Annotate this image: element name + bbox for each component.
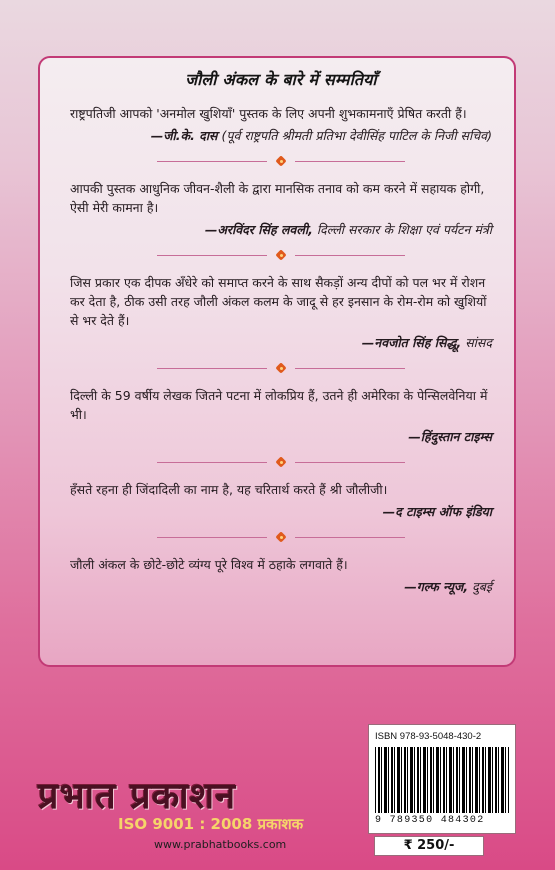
review-attribution	[70, 126, 492, 145]
barcode-block	[368, 724, 516, 834]
iso-certification: ISO 9001 : 2008 प्रकाशक	[118, 815, 304, 833]
review-quote: जौली अंकल के छोटे-छोटे व्यंग्य पूरे विश्व में ठहाके लगवाते हैं।	[70, 557, 348, 572]
review-attribution	[70, 502, 492, 521]
review-5	[70, 480, 492, 521]
review-attribution	[70, 220, 492, 239]
diamond-ornament-icon	[273, 249, 289, 261]
review-6	[70, 555, 492, 596]
review-author: —द टाइम्स ऑफ इंडिया	[382, 504, 492, 519]
diamond-ornament-icon	[273, 362, 289, 374]
review-role: (पूर्व राष्ट्रपति श्रीमती प्रतिभा देवीसिंह पाटिल के निजी सचिव)	[221, 128, 492, 143]
barcode-icon	[375, 747, 509, 813]
review-author: —जी.के. दास	[150, 128, 218, 143]
review-1	[70, 104, 492, 145]
barcode-digits: 9 789350 484302	[375, 815, 485, 826]
review-quote: दिल्ली के 59 वर्षीय लेखक जितने पटना में लोकप्रिय हैं, उतने ही अमेरिका के पेन्सिलवेनिया में भी।	[70, 388, 488, 422]
review-author: —हिंदुस्तान टाइम्स	[408, 429, 492, 444]
ornament-divider	[70, 155, 492, 167]
review-role: दिल्ली सरकार के शिक्षा एवं पर्यटन मंत्री	[316, 222, 492, 237]
ornament-divider	[70, 456, 492, 468]
review-attribution	[70, 427, 492, 446]
review-role: दुबई	[472, 579, 492, 594]
publisher-website: www.prabhatbooks.com	[154, 838, 287, 851]
price-label: ₹ 250/-	[374, 836, 484, 856]
review-quote: राष्ट्रपतिजी आपको 'अनमोल खुशियाँ' पुस्तक के लिए अपनी शुभकामनाएँ प्रेषित करती हैं।	[70, 106, 467, 121]
ornament-divider	[70, 531, 492, 543]
review-4	[70, 386, 492, 446]
review-attribution	[70, 577, 492, 596]
review-quote: जिस प्रकार एक दीपक अँधेरे को समाप्त करने के साथ सैकड़ों अन्य दीपों को पल भर में रोशन कर देता है, ठीक उसी तरह जौली अंकल कलम के जादू से हर इनसान के रोम-रोम को खुशियों से भर देते हैं।	[70, 275, 487, 328]
review-role: सांसद	[465, 335, 492, 350]
ornament-divider	[70, 362, 492, 374]
review-author: —गल्फ न्यूज,	[404, 579, 469, 594]
diamond-ornament-icon	[273, 155, 289, 167]
review-3	[70, 273, 492, 352]
panel-title: जौली अंकल के बारे में सम्मतियाँ	[185, 70, 377, 89]
review-author: —अरविंदर सिंह लवली,	[204, 222, 313, 237]
isbn-label: ISBN 978-93-5048-430-2	[375, 731, 482, 742]
review-quote: हँसते रहना ही जिंदादिली का नाम है, यह चरितार्थ करते हैं श्री जौलीजी।	[70, 482, 388, 497]
review-author: —नवजोत सिंह सिद्धू,	[361, 335, 462, 350]
diamond-ornament-icon	[273, 531, 289, 543]
diamond-ornament-icon	[273, 456, 289, 468]
review-attribution	[70, 333, 492, 352]
publisher-logo: प्रभात प्रकाशन	[38, 776, 237, 817]
review-quote: आपकी पुस्तक आधुनिक जीवन-शैली के द्वारा मानसिक तनाव को कम करने में सहायक होगी, ऐसी मेरी कामना है।	[70, 181, 485, 215]
review-2	[70, 179, 492, 239]
testimonials-panel	[38, 56, 516, 667]
ornament-divider	[70, 249, 492, 261]
